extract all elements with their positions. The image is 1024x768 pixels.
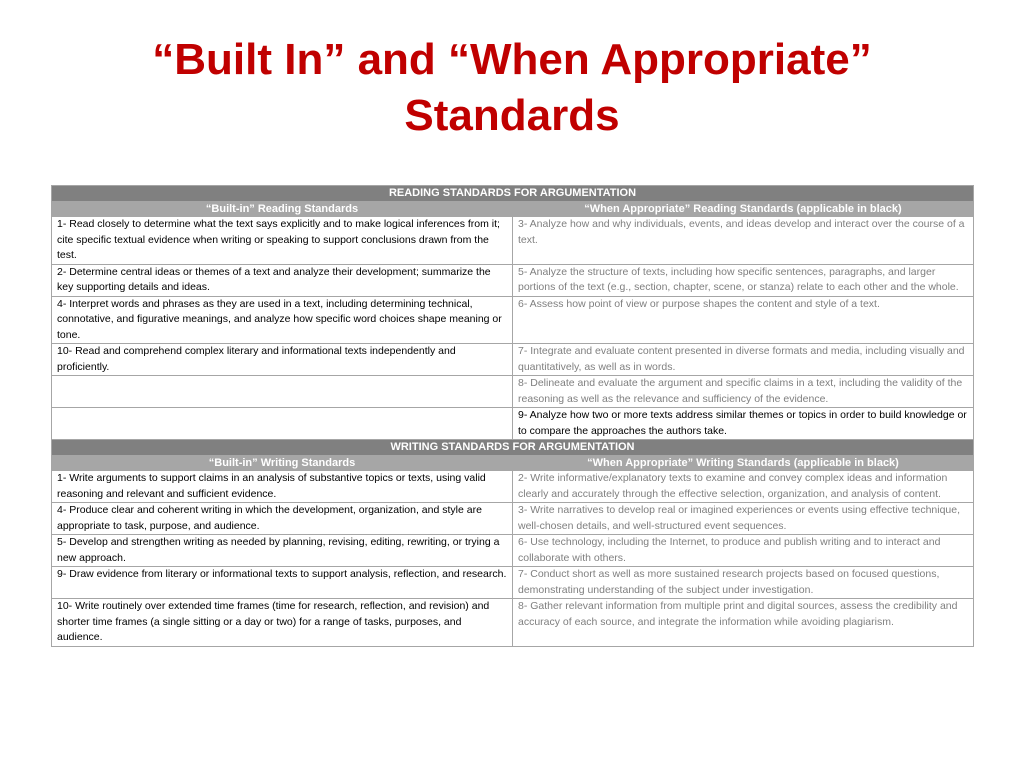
table-row: [52, 376, 974, 408]
writing-built-in-cell: 1- Write arguments to support claims in an analysis of substantive topics or texts, using valid reasoning and relevant and sufficient evidence.: [52, 471, 513, 503]
writing-built-in-cell: 5- Develop and strengthen writing as needed by planning, revising, editing, rewriting, or trying a new approach.: [52, 535, 513, 567]
table-row: [52, 567, 974, 599]
reading-built-in-cell: 2- Determine central ideas or themes of a text and analyze their development; summarize the key supporting details and ideas.: [52, 264, 513, 296]
reading-section-header: READING STANDARDS FOR ARGUMENTATION: [52, 186, 974, 202]
reading-built-in-cell: 10- Read and comprehend complex literary and informational texts independently and proficiently.: [52, 344, 513, 376]
writing-built-in-header: “Built-in” Writing Standards: [52, 456, 513, 471]
reading-when-appropriate-cell-applicable: 9- Analyze how two or more texts address similar themes or topics in order to build knowledge or to compare the approaches the authors take.: [513, 408, 974, 440]
reading-when-appropriate-cell: 5- Analyze the structure of texts, including how specific sentences, paragraphs, and larger portions of the text (e.g., section, chapter, scene, or stanza) relate to each other and the whole.: [513, 264, 974, 296]
table-row: [52, 217, 974, 265]
standards-table: [51, 185, 974, 647]
writing-when-appropriate-header: “When Appropriate” Writing Standards (applicable in black): [513, 456, 974, 471]
table-row: [52, 296, 974, 344]
reading-built-in-cell: [52, 376, 513, 408]
reading-built-in-cell: 1- Read closely to determine what the text says explicitly and to make logical inferences from it; cite specific textual evidence when writing or speaking to support conclusions drawn from the test.: [52, 217, 513, 265]
reading-when-appropriate-cell: 8- Delineate and evaluate the argument and specific claims in a text, including the validity of the reasoning as well as the relevance and sufficiency of the evidence.: [513, 376, 974, 408]
table-row: [52, 408, 974, 440]
writing-built-in-cell: 10- Write routinely over extended time frames (time for research, reflection, and revision) and shorter time frames (a single sitting or a day or two) for a range of tasks, purposes, and audience.: [52, 599, 513, 647]
reading-when-appropriate-header: “When Appropriate” Reading Standards (applicable in black): [513, 202, 974, 217]
writing-when-appropriate-cell: 2- Write informative/explanatory texts to examine and convey complex ideas and information clearly and accurately through the effective selection, organization, and analysis of content.: [513, 471, 974, 503]
reading-when-appropriate-cell: 6- Assess how point of view or purpose shapes the content and style of a text.: [513, 296, 974, 344]
reading-built-in-header: “Built-in” Reading Standards: [52, 202, 513, 217]
reading-section-header-row: [52, 186, 974, 202]
writing-column-header-row: [52, 456, 974, 471]
table-row: [52, 471, 974, 503]
slide-title-line1: “Built In” and “When Appropriate”: [152, 35, 872, 84]
writing-built-in-cell: 4- Produce clear and coherent writing in which the development, organization, and style are appropriate to task, purpose, and audience.: [52, 503, 513, 535]
table-row: [52, 599, 974, 647]
reading-column-header-row: [52, 202, 974, 217]
writing-when-appropriate-cell: 8- Gather relevant information from multiple print and digital sources, assess the credibility and accuracy of each source, and integrate the information while avoiding plagiarism.: [513, 599, 974, 647]
table-row: [52, 264, 974, 296]
writing-when-appropriate-cell: 7- Conduct short as well as more sustained research projects based on focused questions, demonstrating understanding of the subject under investigation.: [513, 567, 974, 599]
reading-when-appropriate-cell: 7- Integrate and evaluate content presented in diverse formats and media, including visually and quantitatively, as well as in words.: [513, 344, 974, 376]
writing-section-header: WRITING STANDARDS FOR ARGUMENTATION: [52, 440, 974, 456]
reading-built-in-cell: 4- Interpret words and phrases as they are used in a text, including determining technical, connotative, and figurative meanings, and analyze how specific word choices shape meaning or tone.: [52, 296, 513, 344]
writing-section-header-row: [52, 440, 974, 456]
table-row: [52, 344, 974, 376]
table-row: [52, 535, 974, 567]
slide-title: [0, 32, 1024, 144]
reading-built-in-cell: [52, 408, 513, 440]
table-row: [52, 503, 974, 535]
writing-when-appropriate-cell: 6- Use technology, including the Internet, to produce and publish writing and to interact and collaborate with others.: [513, 535, 974, 567]
slide-title-line2: Standards: [404, 91, 620, 140]
writing-when-appropriate-cell: 3- Write narratives to develop real or imagined experiences or events using effective technique, well-chosen details, and well-structured event sequences.: [513, 503, 974, 535]
writing-built-in-cell: 9- Draw evidence from literary or informational texts to support analysis, reflection, and research.: [52, 567, 513, 599]
reading-when-appropriate-cell: 3- Analyze how and why individuals, events, and ideas develop and interact over the course of a text.: [513, 217, 974, 265]
